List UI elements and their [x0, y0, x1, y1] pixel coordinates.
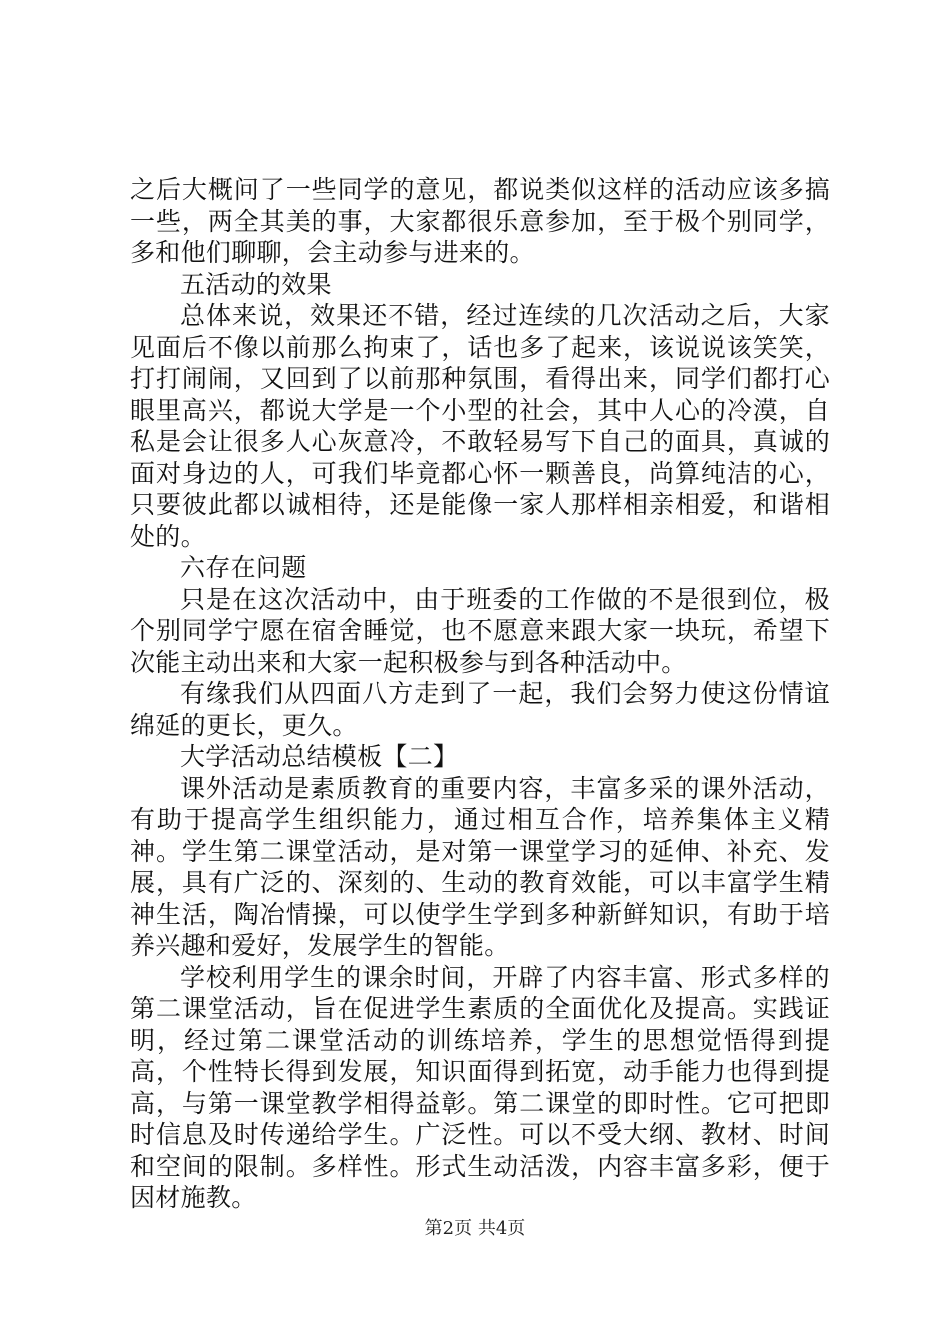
paragraph-extracurricular: 课外活动是素质教育的重要内容，丰富多采的课外活动，有助于提高学生组织能力，通过相互合作，培养集体主义精神。学生第二课堂活动，是对第一课堂学习的延伸、补充、发展，具有广泛的、深刻的、生动的教育效能，可以丰富学生精神生活，陶冶情操，可以使学生学到多种新鲜知识，有助于培养兴趣和爱好，发展学生的智能。: [130, 773, 830, 960]
paragraph-problems: 只是在这次活动中，由于班委的工作做的不是很到位，极个别同学宁愿在宿舍睡觉，也不愿意来跟大家一块玩，希望下次能主动出来和大家一起积极参与到各种活动中。: [130, 584, 830, 677]
paragraph-effect: 总体来说，效果还不错，经过连续的几次活动之后，大家见面后不像以前那么拘束了，话也多了起来，该说说该笑笑，打打闹闹，又回到了以前那种氛围，看得出来，同学们都打心眼里高兴，都说大学是一个小型的社会，其中人心的冷漠，自私是会让很多人心灰意冷，不敢轻易写下自己的面具，真诚的面对身边的人，可我们毕竟都心怀一颗善良，尚算纯洁的心，只要彼此都以诚相待，还是能像一家人那样相亲相爱，和谐相处的。: [130, 301, 830, 551]
section-heading-effect: 五活动的效果: [180, 269, 332, 299]
paragraph-second-classroom: 学校利用学生的课余时间，开辟了内容丰富、形式多样的第二课堂活动，旨在促进学生素质的全面优化及提高。实践证明，经过第二课堂活动的训练培养，学生的思想觉悟得到提高，个性特长得到发展，知识面得到拓宽，动手能力也得到提高，与第一课堂教学相得益彰。第二课堂的即时性。它可把即时信息及时传递给学生。广泛性。可以不受大纲、教材、时间和空间的限制。多样性。形式生动活泼，内容丰富多彩，便于因材施教。: [130, 962, 830, 1212]
section-heading-template-two: 大学活动总结模板【二】: [180, 742, 459, 771]
paragraph-intro: 之后大概问了一些同学的意见，都说类似这样的活动应该多搞一些，两全其美的事，大家都很乐意参加，至于极个别同学，多和他们聊聊，会主动参与进来的。: [130, 175, 830, 267]
document-body: [130, 174, 830, 1214]
page-footer: 第2页 共4页: [424, 1218, 526, 1239]
section-heading-problems: 六存在问题: [180, 553, 307, 582]
paragraph-closing: 有缘我们从四面八方走到了一起，我们会努力使这份情谊绵延的更长，更久。: [130, 679, 830, 740]
